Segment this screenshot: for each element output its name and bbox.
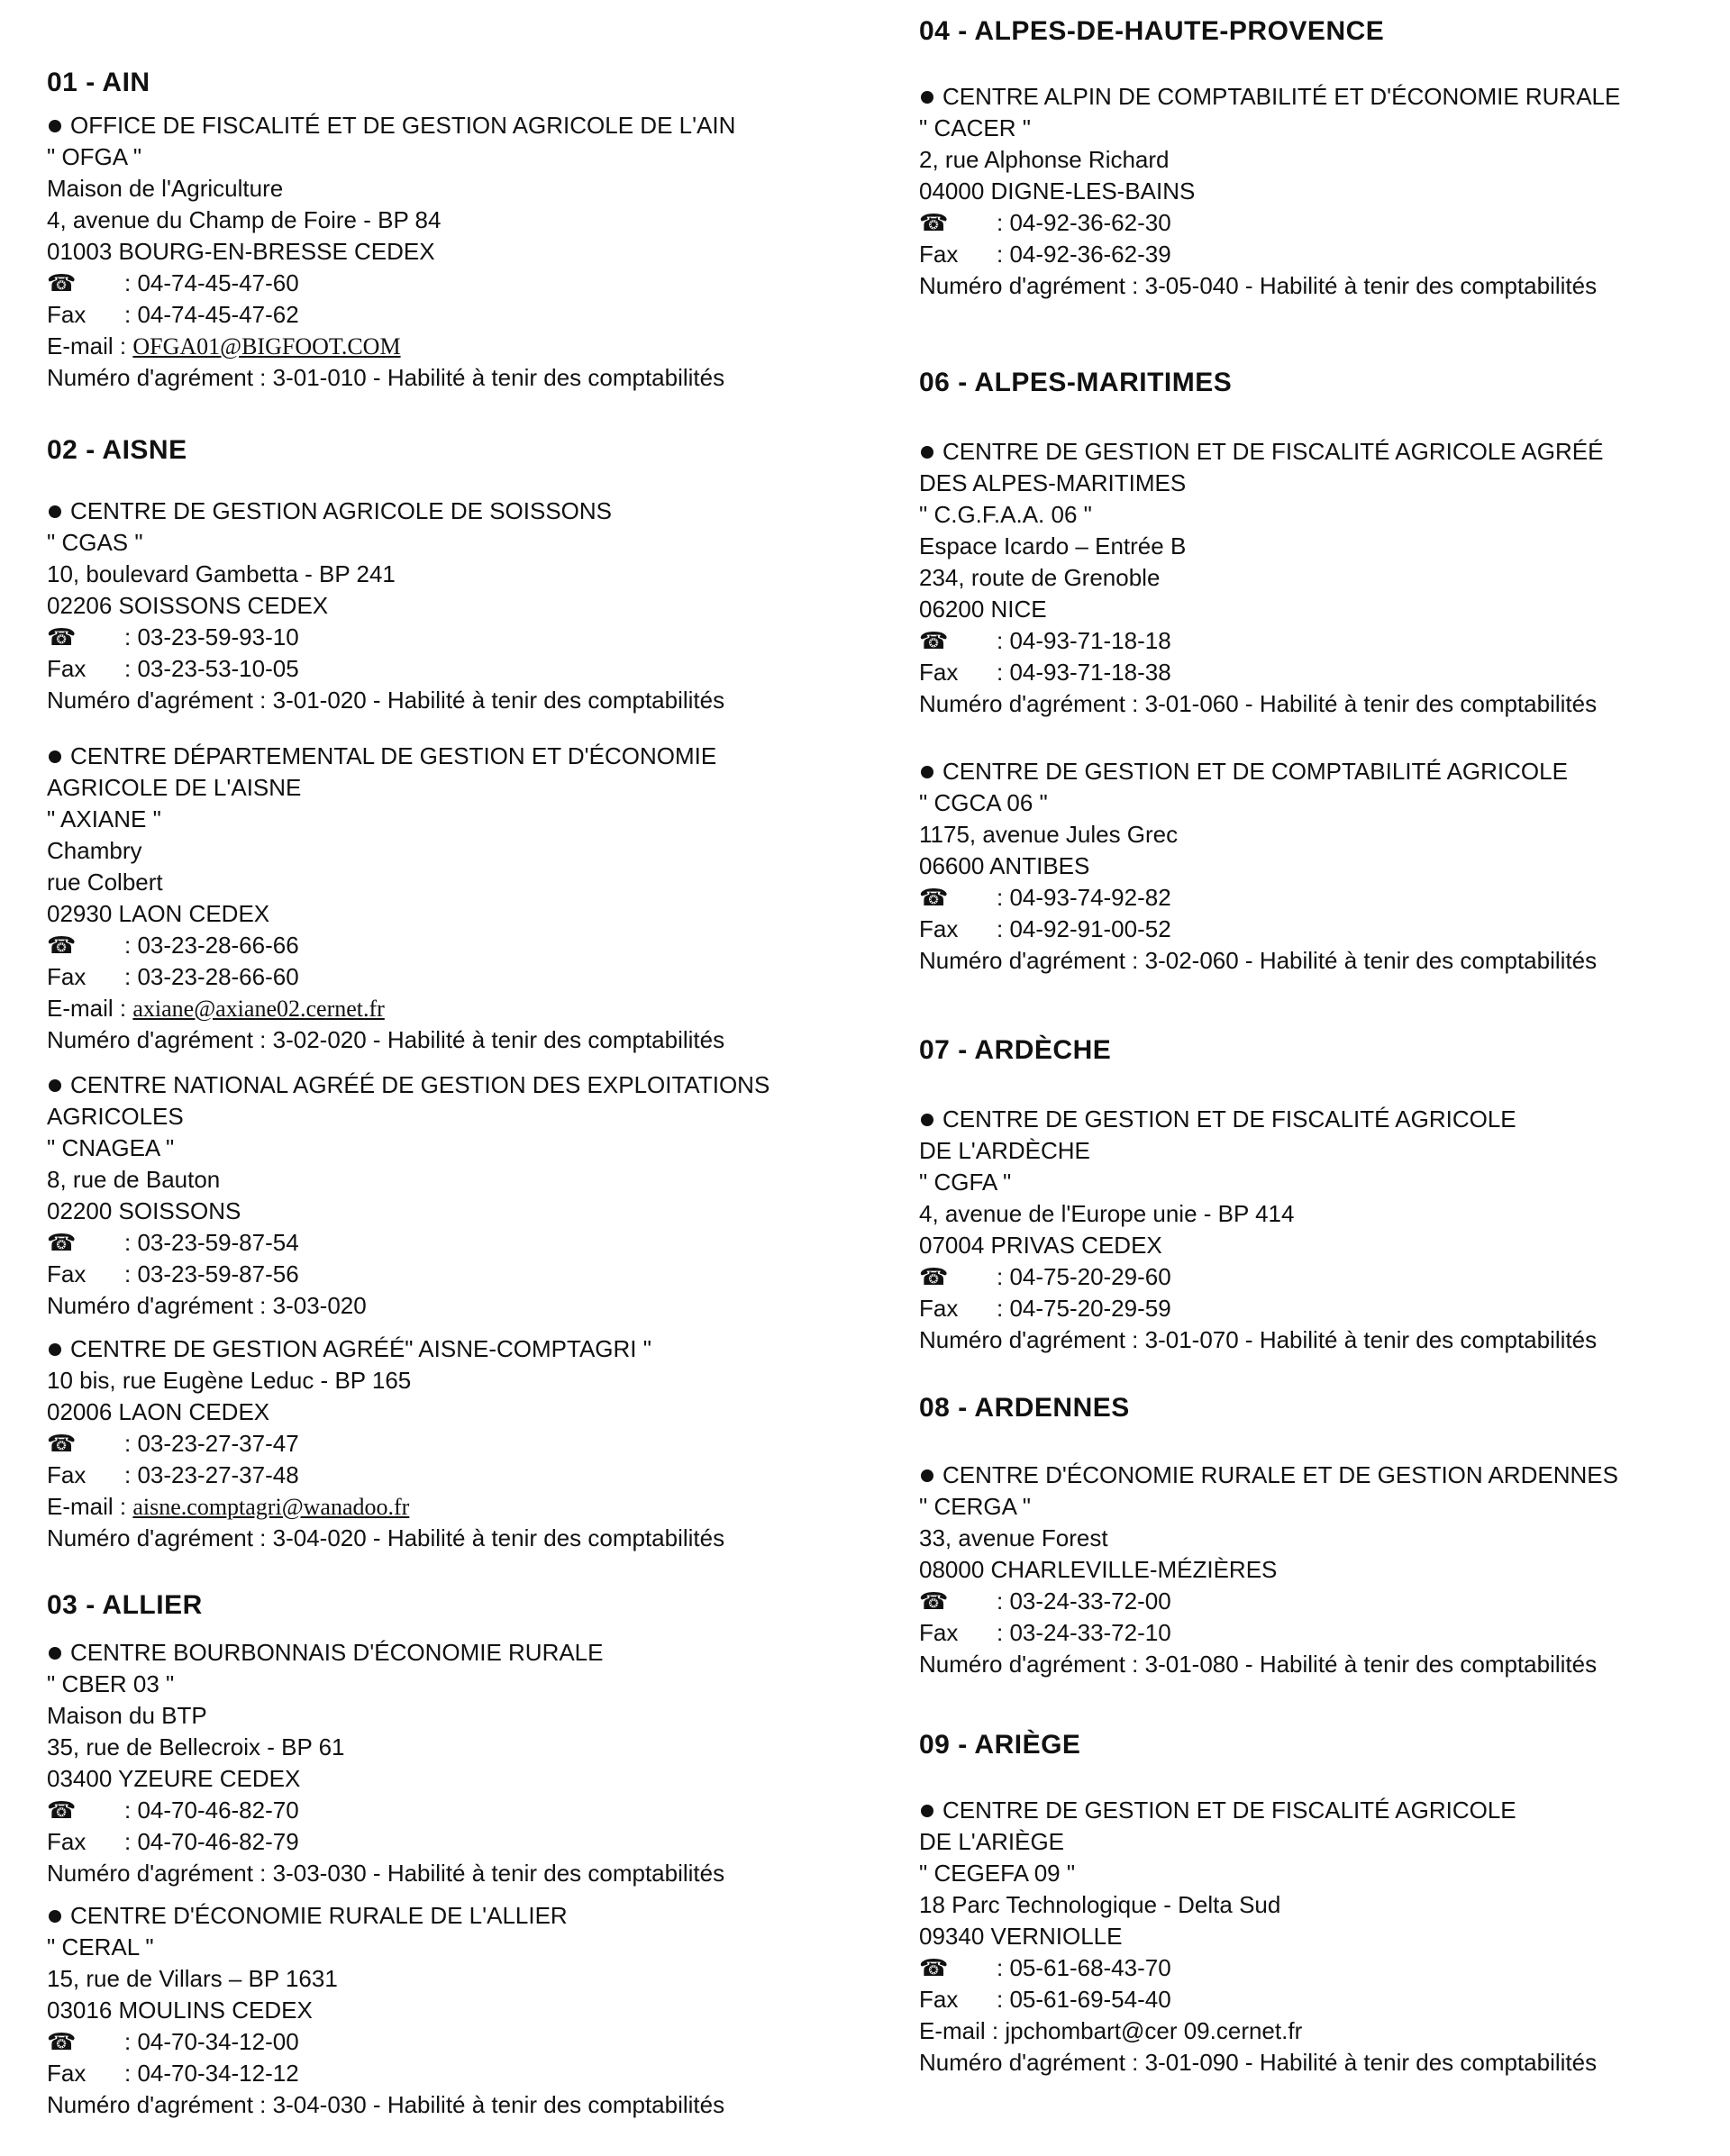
phone-number: : 04-70-34-12-00 [124,2028,299,2055]
phone-line [47,930,724,961]
address-line: 4, avenue de l'Europe unie - BP 414 [919,1200,1295,1227]
email-line [47,1491,724,1523]
address-line: 1175, avenue Jules Grec [919,821,1179,848]
address-line: 01003 BOURG-EN-BRESSE CEDEX [47,238,435,265]
fax-number: : 03-23-27-37-48 [124,1461,299,1488]
bullet-icon [921,766,933,778]
fax-line [47,961,724,993]
organization-name [47,1637,724,1669]
fax-line [47,1460,724,1491]
organization-name-text: CENTRE BOURBONNAIS D'ÉCONOMIE RURALE [70,1639,604,1666]
department-title: 04 - ALPES-DE-HAUTE-PROVENCE [919,16,1385,46]
agrement-number: Numéro d'agrément : 3-01-090 - Habilité à tenir des comptabilités [919,2049,1598,2076]
fax-label: Fax [47,1461,86,1488]
address-line: 8, rue de Bauton [47,1166,221,1193]
address-line: 03400 YZEURE CEDEX [47,1765,301,1792]
fax-label: Fax [919,1986,959,2013]
fax-label: Fax [919,1619,959,1646]
bullet-icon [49,1343,61,1356]
organization-name [919,1826,1597,1858]
address-line: 02206 SOISSONS CEDEX [47,592,329,619]
fax-label: Fax [47,301,86,328]
organization-name [919,468,1603,499]
fax-line [919,1293,1597,1324]
organization-acronym: " CGAS " [47,529,143,556]
fax-line [919,239,1620,270]
email-label: E-mail : [919,2017,999,2044]
organization-name [919,1795,1597,1826]
fax-line [919,657,1603,688]
fax-number: : 03-23-53-10-05 [124,655,299,682]
organization-name [47,1101,769,1133]
organization-name-text: CENTRE D'ÉCONOMIE RURALE ET DE GESTION ARDENNES [942,1461,1618,1488]
address-line: 06600 ANTIBES [919,852,1090,879]
address-line: 35, rue de Bellecroix - BP 61 [47,1733,345,1760]
organization-name [919,1135,1597,1167]
fax-number: : 04-70-34-12-12 [124,2060,299,2087]
agrement-number: Numéro d'agrément : 3-02-020 - Habilité à tenir des comptabilités [47,1026,725,1053]
organization-name [919,1104,1597,1135]
agrement-number: Numéro d'agrément : 3-04-020 - Habilité à tenir des comptabilités [47,1524,725,1551]
organization-name-text: CENTRE DE GESTION ET DE FISCALITÉ AGRICOLE [942,1797,1516,1824]
phone-line [47,1428,724,1460]
address-line: Maison de l'Agriculture [47,175,284,202]
agrement-number: Numéro d'agrément : 3-05-040 - Habilité à tenir des comptabilités [919,272,1598,299]
agrement-number: Numéro d'agrément : 3-03-020 [47,1292,367,1319]
agrement-number: Numéro d'agrément : 3-01-080 - Habilité à tenir des comptabilités [919,1651,1598,1678]
department-title: 08 - ARDENNES [919,1393,1130,1423]
organization-entry [919,1104,1597,1356]
fax-number: : 04-92-36-62-39 [997,241,1171,268]
address-line: rue Colbert [47,869,163,896]
phone-number: : 03-23-59-93-10 [124,623,299,650]
organization-acronym: " C.G.F.A.A. 06 " [919,501,1092,528]
fax-number: : 04-70-46-82-79 [124,1828,299,1855]
organization-acronym: " CERAL " [47,1933,154,1960]
address-line: 02200 SOISSONS [47,1197,241,1224]
organization-entry [919,81,1620,302]
organization-acronym: " CERGA " [919,1493,1031,1520]
email-line [919,2015,1597,2047]
phone-number: : 05-61-68-43-70 [997,1954,1171,1981]
address-line: 08000 CHARLEVILLE-MÉZIÈRES [919,1556,1278,1583]
email-label: E-mail : [47,332,127,359]
organization-entry [47,1900,724,2121]
phone-number: : 04-75-20-29-60 [997,1263,1171,1290]
address-line: 04000 DIGNE-LES-BAINS [919,177,1196,205]
bullet-icon [921,1114,933,1126]
telephone-icon: ☎ [47,269,77,296]
organization-name-text: CENTRE DÉPARTEMENTAL DE GESTION ET D'ÉCONOMIE [70,742,717,769]
organization-name-text: AGRICOLES [47,1103,184,1130]
organization-name-text: CENTRE DE GESTION ET DE COMPTABILITÉ AGRICOLE [942,758,1568,785]
telephone-icon: ☎ [47,1229,77,1256]
organization-name [47,496,724,527]
agrement-number: Numéro d'agrément : 3-02-060 - Habilité à tenir des comptabilités [919,947,1598,974]
organization-name [47,741,724,772]
organization-name-text: DES ALPES-MARITIMES [919,469,1187,496]
organization-acronym: " CNAGEA " [47,1134,175,1161]
telephone-icon: ☎ [919,1954,949,1981]
email-label: E-mail : [47,1493,127,1520]
phone-line [919,207,1620,239]
bullet-icon [49,1910,61,1923]
fax-label: Fax [47,2060,86,2087]
address-line: 02006 LAON CEDEX [47,1398,270,1425]
telephone-icon: ☎ [919,1587,949,1615]
phone-number: : 03-24-33-72-00 [997,1587,1171,1615]
bullet-icon [49,1647,61,1660]
organization-entry [47,1637,724,1889]
address-line: 06200 NICE [919,596,1047,623]
fax-line [47,1826,724,1858]
organization-entry [919,1460,1618,1680]
phone-number: : 03-23-59-87-54 [124,1229,299,1256]
email-label: E-mail : [47,995,127,1022]
fax-number: : 03-23-59-87-56 [124,1260,299,1287]
phone-line [47,268,735,299]
fax-label: Fax [919,241,959,268]
bullet-icon [921,446,933,459]
organization-name-text: OFFICE DE FISCALITÉ ET DE GESTION AGRICOLE DE L'AIN [70,112,736,139]
fax-number: : 03-24-33-72-10 [997,1619,1171,1646]
fax-number: : 04-75-20-29-59 [997,1295,1171,1322]
address-line: 10, boulevard Gambetta - BP 241 [47,560,396,587]
phone-line [919,1952,1597,1984]
bullet-icon [921,91,933,104]
telephone-icon: ☎ [47,623,77,650]
phone-number: : 03-23-28-66-66 [124,932,299,959]
department-title: 09 - ARIÈGE [919,1730,1081,1760]
agrement-number: Numéro d'agrément : 3-01-020 - Habilité à tenir des comptabilités [47,687,725,714]
fax-label: Fax [919,915,959,942]
organization-name-text: CENTRE NATIONAL AGRÉÉ DE GESTION DES EXPLOITATIONS [70,1071,770,1098]
organization-acronym: " AXIANE " [47,805,161,832]
organization-name-text: CENTRE DE GESTION AGRICOLE DE SOISSONS [70,497,613,524]
organization-acronym: " CGFA " [919,1169,1012,1196]
organization-name [919,1460,1618,1491]
email-line [47,331,735,362]
organization-name-text: CENTRE DE GESTION ET DE FISCALITÉ AGRICOLE AGRÉÉ [942,438,1604,465]
address-line: 09340 VERNIOLLE [919,1923,1123,1950]
phone-number: : 04-70-46-82-70 [124,1797,299,1824]
telephone-icon: ☎ [47,1430,77,1457]
email-address[interactable]: OFGA01@BIGFOOT.COM [132,333,401,359]
organization-name-text: CENTRE DE GESTION ET DE FISCALITÉ AGRICOLE [942,1105,1516,1133]
fax-label: Fax [919,659,959,686]
department-title: 01 - AIN [47,68,150,97]
address-line: Chambry [47,837,142,864]
organization-acronym: " CEGEFA 09 " [919,1860,1076,1887]
organization-name [47,1900,724,1932]
phone-line [919,625,1603,657]
bullet-icon [49,505,61,518]
telephone-icon: ☎ [919,884,949,911]
organization-name [919,81,1620,113]
bullet-icon [49,120,61,132]
fax-label: Fax [47,963,86,990]
organization-acronym: " CBER 03 " [47,1670,175,1697]
organization-name-text: DE L'ARDÈCHE [919,1137,1090,1164]
address-line: 2, rue Alphonse Richard [919,146,1170,173]
organization-entry [919,756,1597,977]
address-line: Espace Icardo – Entrée B [919,532,1187,559]
fax-label: Fax [47,1260,86,1287]
fax-line [919,914,1597,945]
email-address[interactable]: axiane@axiane02.cernet.fr [132,996,385,1022]
bullet-icon [921,1805,933,1817]
address-line: 234, route de Grenoble [919,564,1161,591]
telephone-icon: ☎ [919,209,949,236]
fax-number: : 04-93-71-18-38 [997,659,1171,686]
organization-name [47,110,735,141]
organization-acronym: " CGCA 06 " [919,789,1048,816]
organization-name [47,1333,724,1365]
fax-number: : 05-61-69-54-40 [997,1986,1171,2013]
address-line: 03016 MOULINS CEDEX [47,1997,313,2024]
organization-name [919,436,1603,468]
agrement-number: Numéro d'agrément : 3-03-030 - Habilité à tenir des comptabilités [47,1860,725,1887]
organization-entry [919,436,1603,720]
bullet-icon [921,1469,933,1482]
phone-number: : 04-93-74-92-82 [997,884,1171,911]
phone-line [47,1795,724,1826]
telephone-icon: ☎ [47,2028,77,2055]
telephone-icon: ☎ [47,1797,77,1824]
fax-line [47,2058,724,2089]
email-address[interactable]: aisne.comptagri@wanadoo.fr [132,1494,410,1520]
telephone-icon: ☎ [919,1263,949,1290]
address-line: 18 Parc Technologique - Delta Sud [919,1891,1281,1918]
organization-name-text: CENTRE ALPIN DE COMPTABILITÉ ET D'ÉCONOMIE RURALE [942,83,1621,110]
organization-name [919,756,1597,787]
phone-line [919,882,1597,914]
address-line: 33, avenue Forest [919,1524,1108,1551]
fax-label: Fax [919,1295,959,1322]
telephone-icon: ☎ [919,627,949,654]
phone-number: : 04-92-36-62-30 [997,209,1171,236]
address-line: 07004 PRIVAS CEDEX [919,1232,1162,1259]
organization-entry [919,1795,1597,2079]
organization-acronym: " CACER " [919,114,1031,141]
fax-line [47,1259,769,1290]
phone-line [47,622,724,653]
organization-name-text: CENTRE D'ÉCONOMIE RURALE DE L'ALLIER [70,1902,568,1929]
organization-name-text: CENTRE DE GESTION AGRÉÉ" AISNE-COMPTAGRI " [70,1335,651,1362]
fax-label: Fax [47,1828,86,1855]
email-line [47,993,724,1024]
organization-acronym: " OFGA " [47,143,142,170]
fax-line [919,1984,1597,2015]
phone-number: : 04-74-45-47-60 [124,269,299,296]
phone-line [47,1227,769,1259]
fax-label: Fax [47,655,86,682]
phone-line [919,1586,1618,1617]
bullet-icon [49,1079,61,1092]
agrement-number: Numéro d'agrément : 3-01-070 - Habilité à tenir des comptabilités [919,1326,1598,1353]
organization-name [47,1069,769,1101]
organization-name-text: AGRICOLE DE L'AISNE [47,774,302,801]
agrement-number: Numéro d'agrément : 3-01-010 - Habilité à tenir des comptabilités [47,364,725,391]
fax-number: : 03-23-28-66-60 [124,963,299,990]
fax-line [47,299,735,331]
department-title: 03 - ALLIER [47,1590,203,1620]
agrement-number: Numéro d'agrément : 3-01-060 - Habilité à tenir des comptabilités [919,690,1598,717]
organization-entry [47,110,735,394]
address-line: 10 bis, rue Eugène Leduc - BP 165 [47,1367,412,1394]
organization-name [47,772,724,804]
organization-entry [47,741,724,1056]
phone-line [919,1261,1597,1293]
address-line: Maison du BTP [47,1702,207,1729]
fax-line [919,1617,1618,1649]
phone-line [47,2026,724,2058]
department-title: 07 - ARDÈCHE [919,1035,1112,1065]
phone-number: : 03-23-27-37-47 [124,1430,299,1457]
phone-number: : 04-93-71-18-18 [997,627,1171,654]
department-title: 02 - AISNE [47,435,187,465]
fax-line [47,653,724,685]
fax-number: : 04-92-91-00-52 [997,915,1171,942]
fax-number: : 04-74-45-47-62 [124,301,299,328]
organization-entry [47,496,724,716]
organization-name-text: DE L'ARIÈGE [919,1828,1065,1855]
organization-entry [47,1069,769,1322]
email-address: jpchombart@cer 09.cernet.fr [1005,2017,1303,2044]
telephone-icon: ☎ [47,932,77,959]
department-title: 06 - ALPES-MARITIMES [919,368,1233,397]
bullet-icon [49,751,61,763]
address-line: 02930 LAON CEDEX [47,900,270,927]
organization-entry [47,1333,724,1554]
address-line: 15, rue de Villars – BP 1631 [47,1965,338,1992]
address-line: 4, avenue du Champ de Foire - BP 84 [47,206,442,233]
agrement-number: Numéro d'agrément : 3-04-030 - Habilité à tenir des comptabilités [47,2091,725,2118]
